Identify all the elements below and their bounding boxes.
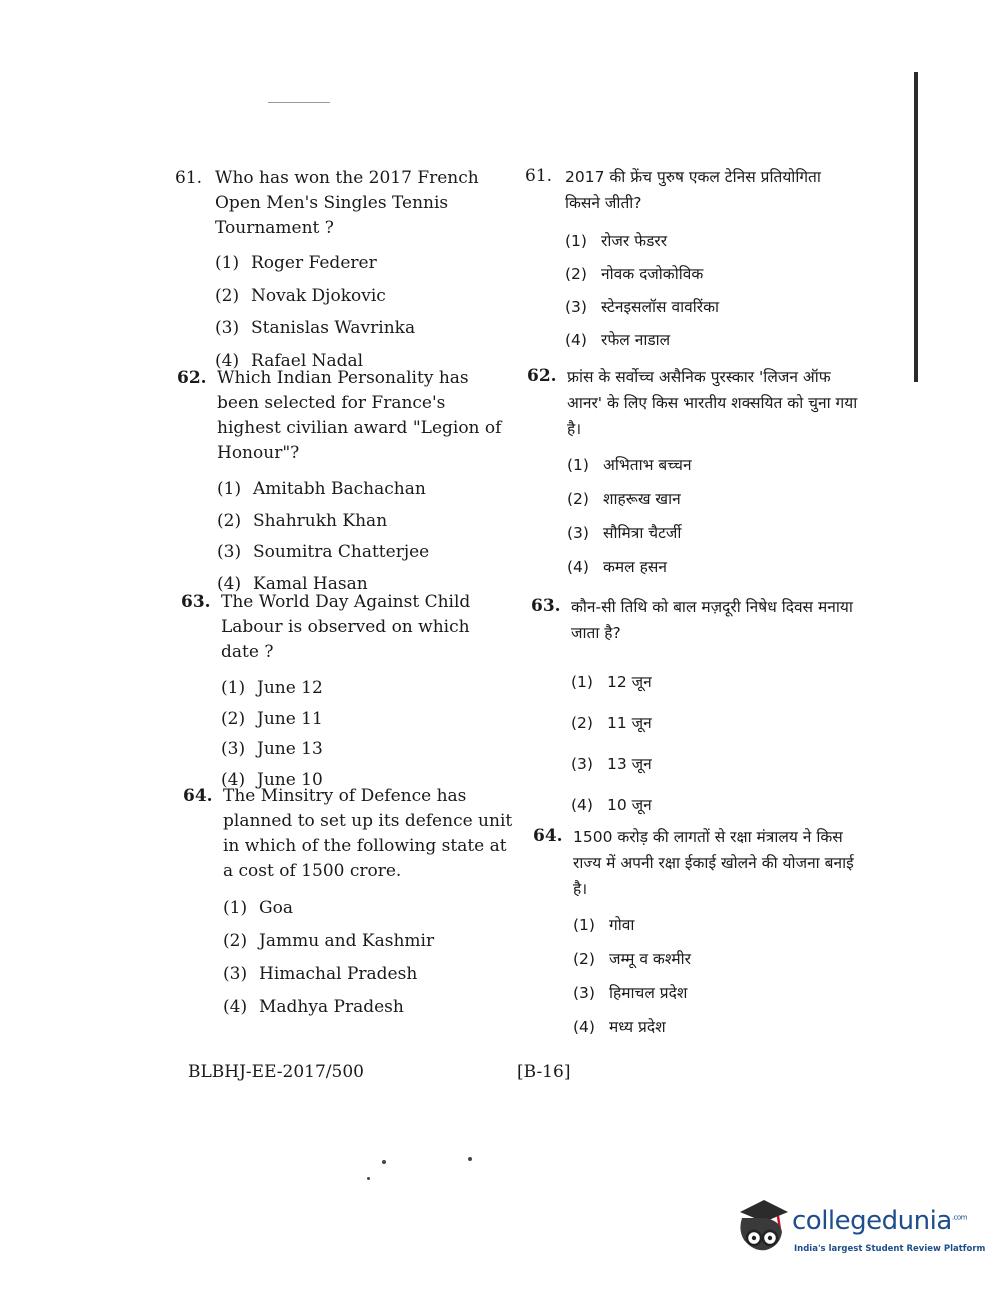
scan-speck: [367, 1177, 370, 1180]
option: (2) June 11: [221, 708, 323, 729]
question-number: 63.: [181, 592, 211, 612]
question-number: 61.: [175, 168, 203, 188]
option: (4) मध्य प्रदेश: [573, 1018, 666, 1036]
question-62-english: [177, 366, 511, 600]
option: (4) Rafael Nadal: [215, 350, 364, 371]
option: (2) Novak Djokovic: [215, 285, 386, 306]
option: (1) रोजर फेडरर: [565, 232, 668, 250]
question-text: कौन-सी तिथि को बाल मज़दूरी निषेध दिवस मनाया जाता है?: [571, 598, 853, 642]
option: (1) June 12: [221, 678, 323, 698]
option: (4) रफेल नाडाल: [565, 331, 671, 349]
question-61-english: [175, 166, 510, 377]
option: (3) Soumitra Chatterjee: [217, 542, 430, 562]
question-number: 62.: [527, 366, 557, 386]
brand-name: collegedunia$^{.com}$: [792, 1206, 967, 1236]
question-number: 64.: [533, 826, 563, 846]
question-text: 2017 की फ्रेंच पुरुष एकल टेनिस प्रतियोगिता किसने जीती?: [565, 168, 821, 212]
question-61-hindi: [525, 164, 860, 357]
option: (2) शाहरूख खान: [567, 490, 681, 508]
question-text: The World Day Against Child Labour is observed on which date ?: [221, 592, 471, 662]
option: (2) Shahrukh Khan: [217, 510, 388, 531]
option: (1) Amitabh Bachachan: [217, 479, 426, 499]
option: (2) 11 जून: [571, 714, 652, 732]
question-64-english: [183, 784, 515, 1024]
option: (4) June 10: [221, 769, 323, 790]
option: (3) 13 जून: [571, 755, 652, 773]
page-number: [B-16]: [517, 1062, 571, 1082]
question-64-hindi: [533, 824, 866, 1044]
option: (3) सौमित्रा चैटर्जी: [567, 524, 682, 542]
question-text: The Minsitry of Defence has planned to set up its defence unit in which of the following state at a cost of 1500 crore.: [223, 786, 513, 881]
option: (4) Kamal Hasan: [217, 573, 368, 594]
scan-edge-mark: [914, 72, 918, 382]
option: (2) Jammu and Kashmir: [223, 931, 435, 951]
option: (2) जम्मू व कश्मीर: [573, 950, 691, 968]
option: (1) अभिताभ बच्चन: [567, 456, 692, 474]
scan-speck: [382, 1160, 386, 1164]
option: (3) June 13: [221, 739, 323, 759]
option: (3) Stanislas Wavrinka: [215, 318, 416, 338]
brand-tagline: India's largest Student Review Platform: [794, 1244, 986, 1254]
option: (2) नोवक दजोकोविक: [565, 265, 704, 283]
scan-mark: [268, 102, 330, 103]
question-63-english: [181, 590, 511, 795]
scan-speck: [468, 1157, 472, 1161]
question-number: 64.: [183, 786, 213, 806]
option: (3) हिमाचल प्रदेश: [573, 984, 688, 1002]
option: (3) स्टेनइसलॉस वावरिंका: [565, 298, 719, 316]
question-text: फ्रांस के सर्वोच्च असैनिक पुरस्कार 'लिजन ऑफ आनर' के लिए किस भारतीय शक्सयित को चुना गया है।: [567, 368, 858, 438]
question-number: 63.: [531, 596, 561, 616]
question-text: 1500 करोड़ की लागतों से रक्षा मंत्रालय ने किस राज्य में अपनी रक्षा ईकाई खोलने की योजना बनाई है।: [573, 828, 854, 898]
option: (1) 12 जून: [571, 673, 652, 691]
question-63-hindi: [531, 594, 863, 826]
paper-code: BLBHJ-EE-2017/500: [188, 1062, 364, 1082]
option: (4) कमल हसन: [567, 558, 667, 576]
question-number: 62.: [177, 368, 207, 388]
option: (1) गोवा: [573, 916, 635, 934]
option: (1) Goa: [223, 898, 293, 918]
option: (3) Himachal Pradesh: [223, 964, 418, 984]
question-number: 61.: [525, 166, 553, 186]
option: (1) Roger Federer: [215, 253, 377, 273]
option: (4) 10 जून: [571, 796, 652, 814]
option: (4) Madhya Pradesh: [223, 997, 404, 1017]
question-62-hindi: [527, 364, 860, 584]
question-text: Which Indian Personality has been selected for France's highest civilian award "Legion of Honour"?: [217, 368, 502, 463]
collegedunia-watermark: [734, 1196, 986, 1260]
mascot-icon: [734, 1196, 790, 1260]
question-text: Who has won the 2017 French Open Men's Singles Tennis Tournament ?: [215, 168, 479, 238]
